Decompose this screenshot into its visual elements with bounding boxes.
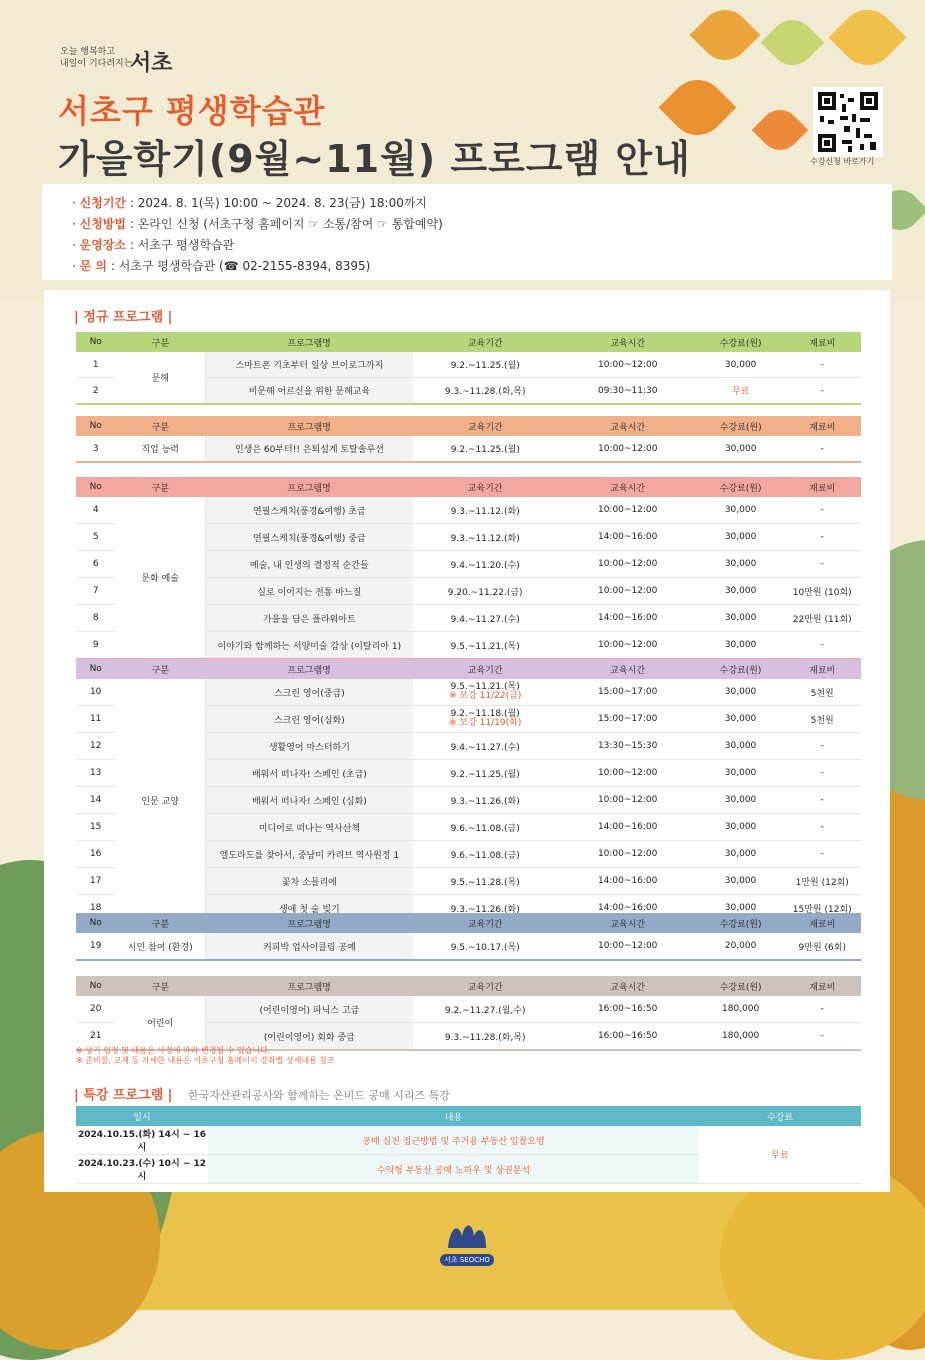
program-name: 커피박 업사이클링 공예 (206, 933, 413, 960)
program-name: 꽃차 소믈리에 (205, 868, 412, 895)
program-time: 09:30~11:30 (558, 378, 698, 405)
special-header-fee: 수강료 (766, 1112, 794, 1123)
program-fee: 30,000 (698, 352, 784, 378)
program-name: 스크린 영어(중급) (205, 679, 412, 706)
program-fee: 30,000 (698, 895, 784, 923)
program-no: 2 (76, 378, 115, 405)
info-location-value: 서초구 평생학습관 (137, 238, 235, 252)
table-header-cell: 구분 (151, 483, 170, 494)
special-row (76, 1126, 861, 1155)
info-contact-value: 서초구 평생학습관 (☎ 02-2155-8394, 8395) (118, 259, 371, 273)
program-material-fee: - (784, 996, 861, 1023)
table-header-cell: 구분 (151, 338, 170, 349)
program-no: 6 (76, 551, 115, 578)
brand-logo: 서초 (130, 51, 173, 76)
special-program-table (76, 1106, 861, 1184)
info-contact-key: 문 의 (79, 259, 108, 273)
table-header-cell: 수강료(원) (719, 919, 762, 930)
program-no: 1 (76, 352, 115, 378)
program-fee: 30,000 (698, 760, 784, 787)
table-header-cell: 교육시간 (610, 982, 646, 993)
program-time: 10:00~12:00 (558, 841, 698, 868)
program-time: 10:00~12:00 (558, 497, 698, 524)
table-header-row (76, 416, 861, 436)
info-location: · 운영장소 : 서초구 평생학습관 (72, 238, 235, 252)
table-header-cell: 구분 (151, 422, 170, 433)
program-name: 연필스케치(풍경&여행) 초급 (205, 497, 412, 524)
program-fee: 30,000 (698, 632, 784, 660)
special-program-subtitle: 한국자산관리공사와 함께하는 온비드 공매 시리즈 특강 (188, 1089, 450, 1102)
table-row (76, 933, 861, 960)
program-fee: 무료 (698, 378, 784, 405)
table-header-cell: 수강료(원) (719, 422, 762, 433)
table-header-cell: 교육기간 (467, 338, 503, 349)
table-header-cell: 수강료(원) (719, 982, 762, 993)
program-no: 8 (76, 605, 115, 632)
program-fee: 30,000 (698, 841, 784, 868)
program-name: 예술, 내 인생의 결정적 순간들 (205, 551, 412, 578)
program-material-fee: - (783, 787, 861, 814)
notes (76, 1046, 335, 1066)
program-fee: 30,000 (698, 551, 784, 578)
table-row (76, 352, 861, 378)
program-no: 10 (76, 679, 115, 706)
program-period: 9.4.~11.20.(수) (413, 551, 558, 578)
program-fee: 180,000 (698, 1023, 784, 1051)
slogan (60, 46, 132, 70)
program-material-fee: - (783, 760, 861, 787)
table-header-cell: 프로그램명 (287, 422, 331, 433)
program-no: 17 (76, 868, 115, 895)
special-content: 공매 실전 접근방법 및 주거용 부동산 입찰요령 (208, 1126, 699, 1155)
program-period: 9.2.~11.25.(월) (413, 760, 558, 787)
program-period: 9.3.~11.26.(화) (413, 895, 558, 923)
program-material-fee: - (783, 733, 861, 760)
table-header-cell: 교육기간 (467, 422, 503, 433)
program-fee: 20,000 (698, 933, 784, 960)
program-fee: 30,000 (698, 814, 784, 841)
program-time: 14:00~16:00 (558, 814, 698, 841)
footer-logo-text: 서초 SEOCHO (440, 1254, 494, 1266)
program-period-date: 9.2.~11.18.(월) (450, 709, 520, 719)
program-name: 배워서 떠나자! 스페인 (심화) (205, 787, 412, 814)
table-header-cell: 교육시간 (610, 919, 646, 930)
program-no: 13 (76, 760, 115, 787)
special-fee: 무료 (699, 1126, 861, 1184)
qr-code-icon[interactable] (813, 87, 883, 157)
program-period (413, 706, 558, 733)
program-name: 가을을 담은 플라워아트 (205, 605, 412, 632)
table-row (76, 679, 861, 706)
table-header-cell: 교육시간 (610, 483, 646, 494)
regular-program-table (76, 332, 861, 405)
program-fee: 30,000 (698, 679, 784, 706)
regular-program-table (76, 659, 861, 923)
program-time: 15:00~17:00 (558, 706, 698, 733)
program-fee: 30,000 (698, 497, 784, 524)
note-2: ※ 준비물, 교재 등 자세한 내용은 서초구청 홈페이지 강좌별 상세내용 참조 (76, 1056, 335, 1065)
program-name: 인생은 60부터!! 은퇴설계 토탈솔루션 (205, 436, 412, 462)
program-category: 시민 참여 (환경) (115, 933, 205, 960)
regular-program-table (76, 477, 861, 660)
program-fee: 30,000 (698, 436, 784, 462)
program-time: 15:00~17:00 (558, 679, 698, 706)
program-period: 9.3.~11.12.(화) (413, 524, 558, 551)
program-time: 16:00~16:50 (558, 996, 698, 1023)
program-time: 10:00~12:00 (558, 352, 698, 378)
info-location-key: 운영장소 (79, 238, 127, 252)
program-name: 비문해 어르신을 위한 문해교육 (206, 378, 413, 405)
program-material-fee: 15만원 (12회) (783, 895, 861, 923)
program-no: 21 (76, 1023, 115, 1051)
program-fee: 180,000 (698, 996, 784, 1023)
program-time: 10:00~12:00 (558, 578, 698, 605)
program-period: 9.2.~11.27.(월,수) (413, 996, 558, 1023)
program-fee: 30,000 (698, 733, 784, 760)
regular-program-table (76, 913, 861, 961)
table-header-cell: 교육시간 (610, 338, 646, 349)
program-time: 14:00~16:00 (558, 868, 698, 895)
program-material-fee: - (784, 1023, 861, 1051)
program-time: 10:00~12:00 (558, 933, 698, 960)
special-program-title: | 특강 프로그램 | (74, 1088, 173, 1103)
program-name: 이야기와 함께하는 서양미술 감상 (이탈리아 1) (205, 632, 412, 660)
table-header-cell: 교육기간 (467, 665, 503, 676)
program-no: 16 (76, 841, 115, 868)
program-period: 9.6.~11.08.(금) (413, 841, 558, 868)
table-header-cell: 재료비 (809, 919, 836, 930)
program-time: 10:00~12:00 (558, 632, 698, 660)
program-fee: 30,000 (698, 868, 784, 895)
program-period: 9.5.~11.28.(목) (413, 868, 558, 895)
program-no: 18 (76, 895, 115, 923)
note-1: ※ 상기 일정 및 내용은 사정에 따라 변경될 수 있습니다. (76, 1046, 271, 1055)
program-material-fee: - (783, 551, 861, 578)
program-name: 스크린 영어(심화) (205, 706, 412, 733)
table-header-cell: 구분 (151, 919, 170, 930)
program-material-fee: - (783, 814, 861, 841)
program-no: 15 (76, 814, 115, 841)
table-header-row (76, 913, 861, 933)
table-header-row (76, 659, 861, 679)
table-header-cell: 프로그램명 (287, 919, 331, 930)
program-period: 9.20.~11.22.(금) (413, 578, 558, 605)
table-header-cell: 프로그램명 (287, 665, 331, 676)
program-material-fee: 10만원 (10회) (783, 578, 861, 605)
table-header-cell: 교육시간 (610, 422, 646, 433)
table-row (76, 996, 861, 1023)
table-header-cell: No (89, 421, 102, 431)
info-period-key: 신청기간 (79, 196, 127, 210)
program-material-fee: - (784, 378, 861, 405)
table-header-cell: 수강료(원) (719, 483, 762, 494)
slogan-line1: 오늘 행복하고 (60, 47, 116, 57)
table-header-cell: 재료비 (809, 665, 836, 676)
program-fee: 30,000 (698, 787, 784, 814)
info-period: · 신청기간 : 2024. 8. 1(목) 10:00 ~ 2024. 8. 23(금) 18:00까지 (72, 196, 428, 210)
info-method-key: 신청방법 (79, 217, 127, 231)
program-no: 5 (76, 524, 115, 551)
program-period: 9.2.~11.25.(월) (413, 352, 558, 378)
special-content: 수익형 부동산 공매 노하우 및 상권분석 (208, 1155, 699, 1184)
table-header-cell: 교육기간 (467, 982, 503, 993)
info-method-value: 온라인 신청 (서초구청 홈페이지 ☞ 소통/참여 ☞ 통합예약) (137, 217, 443, 231)
program-time: 10:00~12:00 (558, 760, 698, 787)
program-period-date: 9.5.~11.21.(목) (450, 682, 520, 692)
table-header-cell: 수강료(원) (719, 338, 762, 349)
program-name: 스마트폰 기초부터 일상 브이로그까지 (206, 352, 413, 378)
program-makeup-note: ※ 보강 11/19(화) (449, 718, 522, 728)
program-period: 9.4.~11.27.(수) (413, 733, 558, 760)
program-fee: 30,000 (698, 578, 784, 605)
program-category: 문해 (115, 352, 205, 404)
table-row (76, 436, 861, 462)
table-header-cell: 수강료(원) (719, 665, 762, 676)
table-header-row (76, 477, 861, 497)
program-material-fee: - (783, 841, 861, 868)
program-time: 14:00~16:00 (558, 605, 698, 632)
table-header-cell: 재료비 (809, 483, 836, 494)
special-date: 2024.10.23.(수) 10시 ~ 12시 (76, 1155, 208, 1184)
program-material-fee: - (783, 497, 861, 524)
table-header-row (76, 976, 861, 996)
table-header-cell: 재료비 (809, 338, 836, 349)
program-no: 20 (76, 996, 115, 1023)
program-time: 14:00~16:00 (558, 895, 698, 923)
program-no: 14 (76, 787, 115, 814)
table-header-cell: 재료비 (809, 422, 836, 433)
program-time: 10:00~12:00 (558, 551, 698, 578)
table-header-cell: 구분 (151, 665, 170, 676)
slogan-line2: 내일이 기다려지는 (60, 59, 133, 69)
seocho-logo-icon (440, 1218, 494, 1250)
special-header-content: 내용 (444, 1112, 463, 1123)
qr-label: 수강신청 바로가기 (810, 157, 875, 166)
program-material-fee: 5천원 (783, 679, 861, 706)
program-material-fee: 1만원 (12회) (783, 868, 861, 895)
table-header-cell: No (89, 918, 102, 928)
table-header-cell: No (89, 337, 102, 347)
program-no: 11 (76, 706, 115, 733)
info-method: · 신청방법 : 온라인 신청 (서초구청 홈페이지 ☞ 소통/참여 ☞ 통합예약) (72, 217, 443, 231)
info-contact: · 문 의 : 서초구 평생학습관 (☎ 02-2155-8394, 8395) (72, 259, 371, 273)
program-period: 9.5.~11.21.(목) (413, 632, 558, 660)
program-period: 9.3.~11.26.(화) (413, 787, 558, 814)
table-header-cell: 구분 (151, 982, 170, 993)
program-period: 9.2.~11.25.(월) (413, 436, 558, 462)
program-category: 인문 교양 (115, 679, 205, 922)
program-period: 9.3.~11.28.(화,목) (413, 378, 558, 405)
program-no: 4 (76, 497, 115, 524)
program-no: 19 (76, 933, 115, 960)
program-name: 실로 이어지는 전통 바느질 (205, 578, 412, 605)
program-category: 직업 능력 (115, 436, 205, 462)
program-material-fee: - (783, 524, 861, 551)
program-time: 10:00~12:00 (558, 787, 698, 814)
program-material-fee: 5천원 (783, 706, 861, 733)
regular-program-table (76, 416, 861, 463)
table-header-row (76, 332, 861, 352)
program-fee: 30,000 (698, 706, 784, 733)
program-name: (어린이영어) 파닉스 고급 (205, 996, 412, 1023)
table-header-cell: 프로그램명 (287, 982, 331, 993)
program-period: 9.6.~11.08.(금) (413, 814, 558, 841)
table-header-cell: 교육시간 (610, 665, 646, 676)
program-makeup-note: ※ 보강 11/22(금) (449, 691, 522, 701)
program-no: 12 (76, 733, 115, 760)
table-header-cell: 교육기간 (467, 483, 503, 494)
page-title-line2: 가을학기(9월~11월) 프로그램 안내 (58, 137, 691, 181)
program-period: 9.5.~10.17.(목) (413, 933, 558, 960)
program-material-fee: - (783, 632, 861, 660)
program-material-fee: - (784, 352, 861, 378)
program-period: 9.3.~11.28.(화,목) (413, 1023, 558, 1051)
program-name: (어린이영어) 회화 중급 (205, 1023, 412, 1051)
seocho-footer-logo (440, 1218, 494, 1262)
program-time: 10:00~12:00 (558, 436, 698, 462)
program-name: 미디어로 떠나는 역사산책 (205, 814, 412, 841)
program-time: 16:00~16:50 (558, 1023, 698, 1051)
program-name: 생활영어 마스터하기 (205, 733, 412, 760)
special-header-row (76, 1106, 861, 1126)
regular-program-title: | 정규 프로그램 | (74, 310, 173, 325)
program-time: 14:00~16:00 (558, 524, 698, 551)
program-period (413, 679, 558, 706)
special-date: 2024.10.15.(화) 14시 ~ 16시 (76, 1126, 208, 1155)
table-header-cell: 프로그램명 (287, 483, 331, 494)
program-no: 3 (76, 436, 115, 462)
table-header-cell: 재료비 (809, 982, 836, 993)
program-name: 배워서 떠나자! 스페인 (초급) (205, 760, 412, 787)
program-fee: 30,000 (698, 605, 784, 632)
program-material-fee: - (784, 436, 861, 462)
program-category: 어린이 (115, 996, 205, 1050)
program-name: 연필스케치(풍경&여행) 중급 (205, 524, 412, 551)
program-no: 9 (76, 632, 115, 660)
table-header-cell: No (89, 664, 102, 674)
program-period: 9.3.~11.12.(화) (413, 497, 558, 524)
table-header-cell: No (89, 981, 102, 991)
program-material-fee: 22만원 (11회) (783, 605, 861, 632)
program-material-fee: 9만원 (6회) (783, 933, 861, 960)
program-no: 7 (76, 578, 115, 605)
table-header-cell: 프로그램명 (287, 338, 331, 349)
program-category: 문화 예술 (115, 497, 205, 659)
program-name: 엘도라도를 찾아서, 중남미 카리브 역사원정 1 (205, 841, 412, 868)
info-period-value: 2024. 8. 1(목) 10:00 ~ 2024. 8. 23(금) 18:00까지 (137, 196, 428, 210)
program-period: 9.4.~11.27.(수) (413, 605, 558, 632)
program-name: 생애 첫 술 빚기 (205, 895, 412, 923)
table-row (76, 497, 861, 524)
application-info-box (42, 184, 892, 280)
page-title-line1: 서초구 평생학습관 (58, 92, 326, 130)
special-header-date: 일시 (133, 1112, 151, 1123)
table-header-cell: 교육기간 (467, 919, 503, 930)
table-header-cell: No (89, 482, 102, 492)
program-fee: 30,000 (698, 524, 784, 551)
program-time: 13:30~15:30 (558, 733, 698, 760)
regular-program-table (76, 976, 861, 1051)
